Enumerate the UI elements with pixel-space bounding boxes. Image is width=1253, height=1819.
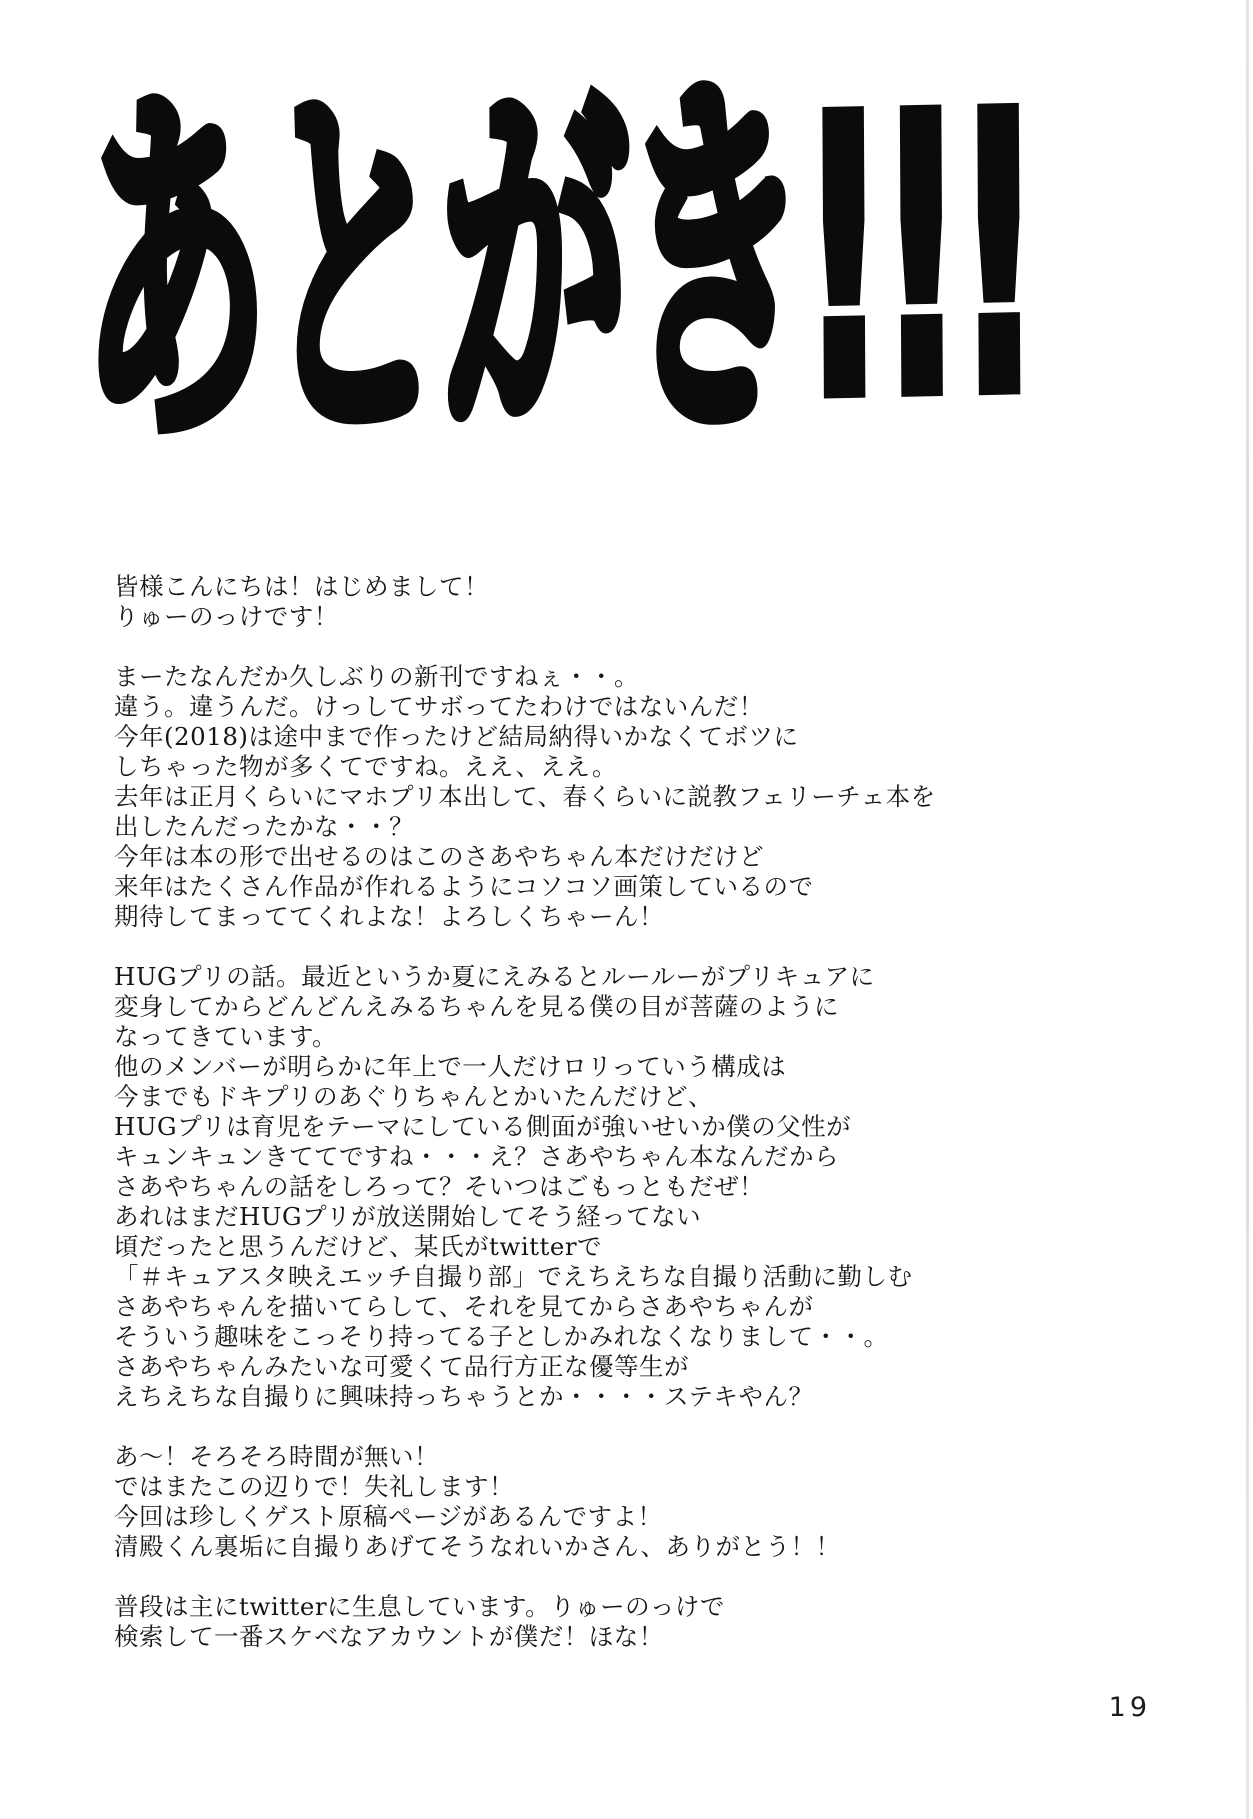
page-title: あとがき!!! — [79, 37, 1035, 496]
page-number: 19 — [1108, 1692, 1151, 1723]
text-line: しちゃった物が多くてですね。ええ、ええ。 — [114, 752, 617, 781]
text-line: なってきています。 — [114, 1022, 338, 1051]
text-line: 去年は正月くらいにマホプリ本出して、春くらいに説教フェリーチェ本を — [114, 782, 936, 811]
scan-edge-artifact — [1246, 0, 1249, 1819]
text-line: 今年(2018)は途中まで作ったけど結局納得いかなくてボツに — [114, 722, 799, 751]
text-line: HUGプリは育児をテーマにしている側面が強いせいか僕の父性が — [114, 1112, 852, 1141]
text-line: さあやちゃんを描いてらして、それを見てからさあやちゃんが — [114, 1292, 814, 1321]
text-line: 今回は珍しくゲスト原稿ページがあるんですよ！ — [114, 1502, 663, 1531]
text-line: ではまたこの辺りで！失礼します！ — [114, 1472, 514, 1501]
text-line: えちえちな自撮りに興味持っちゃうとか・・・・ステキやん？ — [114, 1382, 814, 1411]
text-line: 期待してまっててくれよな！よろしくちゃーん！ — [114, 902, 664, 931]
text-line: 普段は主にtwitterに生息しています。りゅーのっけで — [114, 1592, 725, 1621]
text-line: 頃だったと思うんだけど、某氏がtwitterで — [114, 1232, 603, 1261]
text-line: あ〜！そろそろ時間が無い！ — [114, 1442, 439, 1471]
text-line: 出したんだったかな・・？ — [114, 812, 414, 841]
text-line: 来年はたくさん作品が作れるようにコソコソ画策しているので — [114, 872, 814, 901]
text-line: 皆様こんにちは！はじめまして！ — [114, 572, 489, 601]
text-line: 変身してからどんどんえみるちゃんを見る僕の目が菩薩のように — [114, 992, 839, 1021]
text-line: HUGプリの話。最近というか夏にえみるとルールーがプリキュアに — [114, 962, 875, 991]
text-line: 違う。違うんだ。けっしてサボってたわけではないんだ！ — [114, 692, 764, 721]
text-line: 「＃キュアスタ映えエッチ自撮り部」でえちえちな自撮り活動に勤しむ — [114, 1262, 913, 1291]
text-line: 他のメンバーが明らかに年上で一人だけロリっていう構成は — [114, 1052, 787, 1081]
text-line: あれはまだHUGプリが放送開始してそう経ってない — [114, 1202, 702, 1231]
paragraph — [114, 1442, 1134, 1562]
text-line: 今年は本の形で出せるのはこのさあやちゃん本だけだけど — [114, 842, 764, 871]
paragraph — [114, 572, 1134, 632]
text-line: さあやちゃんの話をしろって？そいつはごもっともだぜ！ — [114, 1172, 764, 1201]
text-line: 清殿くん裏垢に自撮りあげてそうなれいかさん、ありがとう！！ — [114, 1532, 841, 1561]
afterword-text — [114, 572, 1134, 1682]
text-line: りゅーのっけです！ — [114, 602, 339, 631]
paragraph — [114, 1592, 1134, 1652]
text-line: さあやちゃんみたいな可愛くて品行方正な優等生が — [114, 1352, 689, 1381]
text-line: そういう趣味をこっそり持ってる子としかみれなくなりまして・・。 — [114, 1322, 889, 1351]
text-line: 検索して一番スケベなアカウントが僕だ！ほな！ — [114, 1622, 664, 1651]
text-line: まーたなんだか久しぶりの新刊ですねぇ・・。 — [114, 662, 639, 691]
paragraph — [114, 962, 1134, 1412]
paragraph — [114, 662, 1134, 932]
text-line: キュンキュンきててですね・・・え？さあやちゃん本なんだから — [114, 1142, 839, 1171]
text-line: 今までもドキプリのあぐりちゃんとかいたんだけど、 — [114, 1082, 714, 1111]
